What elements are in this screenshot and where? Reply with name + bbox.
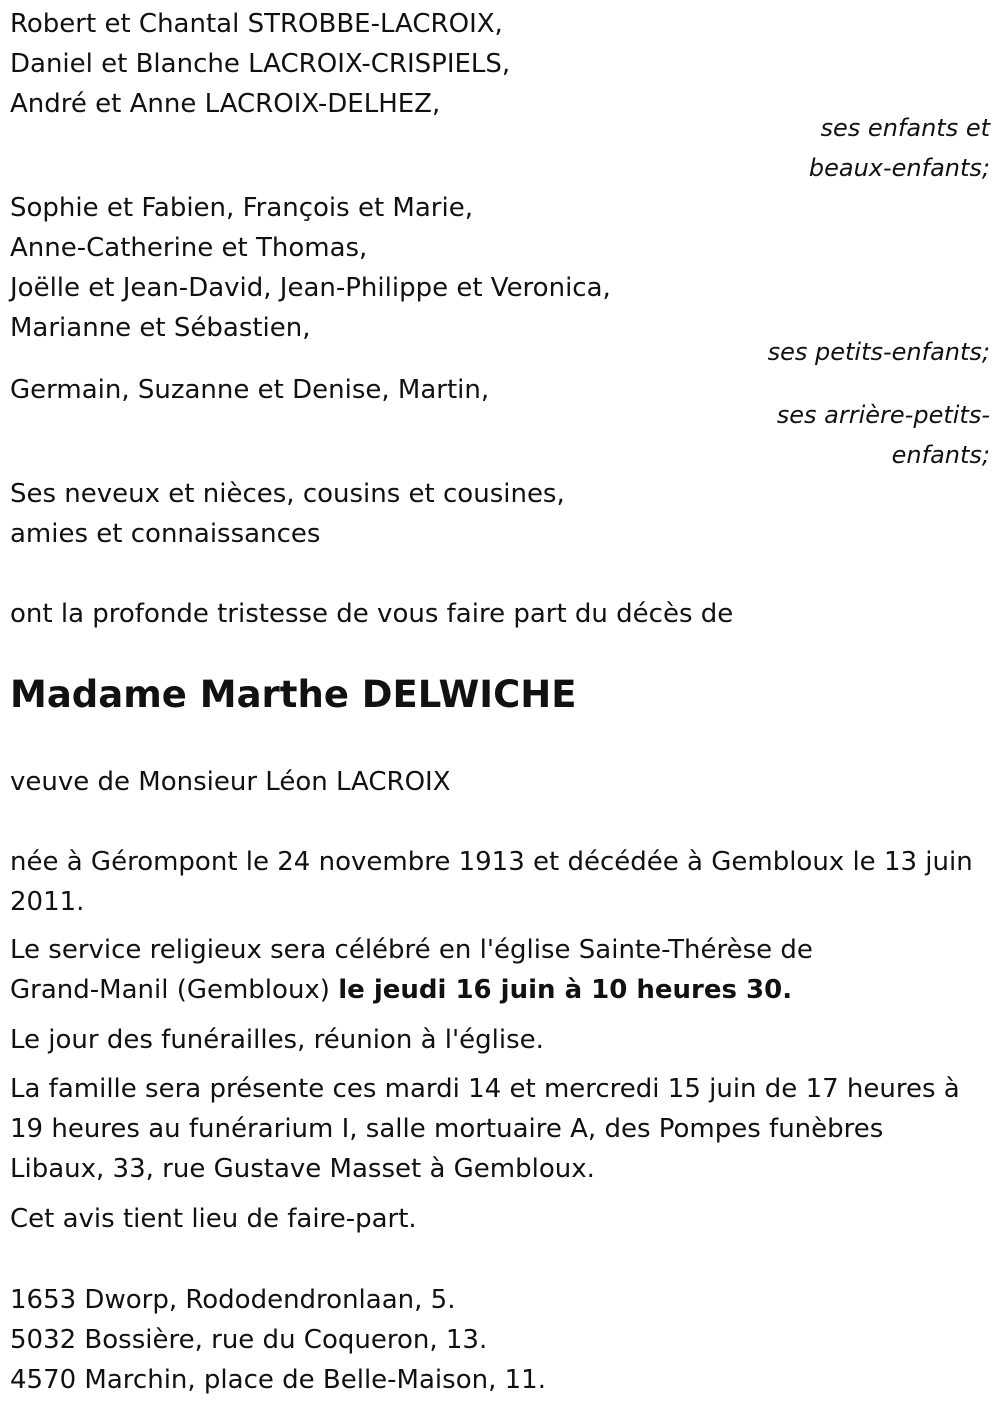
children-label: beaux-enfants;	[808, 154, 990, 182]
birth-death-line: née à Gérompont le 24 novembre 1913 et décédée à Gembloux le 13 juin	[10, 847, 973, 877]
visitation-line: Libaux, 33, rue Gustave Masset à Gembloux.	[10, 1154, 595, 1184]
birth-death-line: 2011.	[10, 887, 85, 917]
funeral-day-text: Le jour des funérailles, réunion à l'église.	[10, 1025, 544, 1055]
grandchildren-label: ses petits-enfants;	[767, 338, 990, 366]
great-grandchildren-label: ses arrière-petits-	[776, 401, 990, 429]
grandchildren-line: Joëlle et Jean-David, Jean-Philippe et Veronica,	[10, 273, 611, 303]
grandchildren-line: Marianne et Sébastien,	[10, 313, 311, 343]
service-location: Grand-Manil (Gembloux)	[10, 975, 339, 1005]
deceased-name: Madame Marthe DELWICHE	[10, 673, 577, 716]
address-line: 5032 Bossière, rue du Coqueron, 13.	[10, 1325, 488, 1355]
address-line: 4570 Marchin, place de Belle-Maison, 11.	[10, 1365, 546, 1395]
children-line: André et Anne LACROIX-DELHEZ,	[10, 89, 441, 119]
widow-of-text: veuve de Monsieur Léon LACROIX	[10, 767, 451, 797]
relatives-line: amies et connaissances	[10, 519, 321, 549]
service-line: Le service religieux sera célébré en l'église Sainte-Thérèse de	[10, 935, 813, 965]
service-date-time: le jeudi 16 juin à 10 heures 30.	[338, 975, 793, 1005]
notice-text: Cet avis tient lieu de faire-part.	[10, 1204, 417, 1234]
children-label: ses enfants et	[820, 114, 990, 142]
great-grandchildren-label: enfants;	[891, 441, 990, 469]
address-line: 1653 Dworp, Rododendronlaan, 5.	[10, 1285, 456, 1315]
grandchildren-line: Anne-Catherine et Thomas,	[10, 233, 368, 263]
visitation-line: 19 heures au funérarium I, salle mortuaire A, des Pompes funèbres	[10, 1114, 884, 1144]
great-grandchildren-line: Germain, Suzanne et Denise, Martin,	[10, 375, 490, 405]
children-line: Daniel et Blanche LACROIX-CRISPIELS,	[10, 49, 511, 79]
relatives-line: Ses neveux et nièces, cousins et cousines,	[10, 479, 565, 509]
children-line: Robert et Chantal STROBBE-LACROIX,	[10, 9, 503, 39]
grandchildren-line: Sophie et Fabien, François et Marie,	[10, 193, 473, 223]
announcement-text: ont la profonde tristesse de vous faire part du décès de	[10, 599, 734, 629]
visitation-line: La famille sera présente ces mardi 14 et mercredi 15 juin de 17 heures à	[10, 1074, 960, 1104]
service-line	[10, 970, 792, 1010]
